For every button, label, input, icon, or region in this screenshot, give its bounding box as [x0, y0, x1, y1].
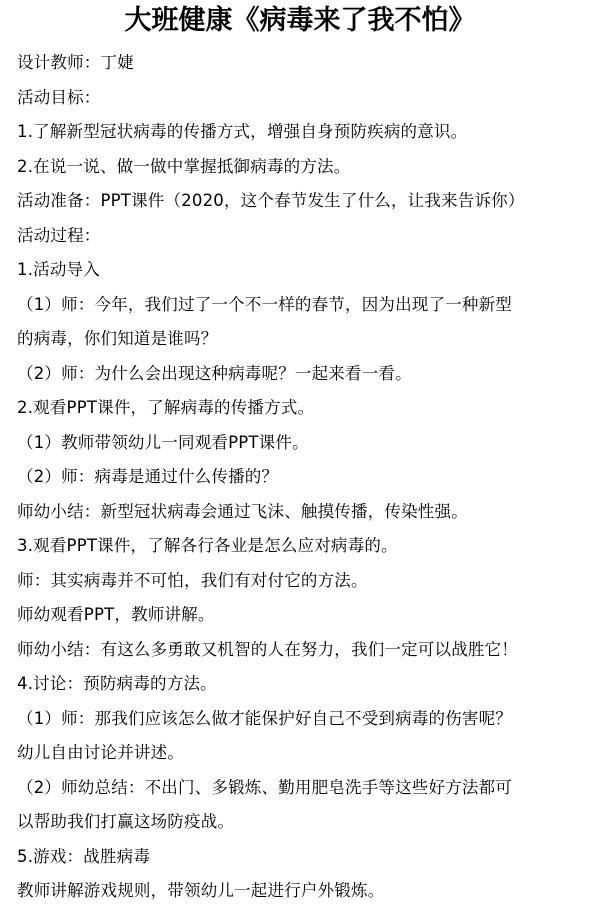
step-1-heading: 1.活动导入 [17, 260, 100, 279]
step-2-item-2: （2）师：病毒是通过什么传播的？ [17, 467, 279, 486]
document-title: 大班健康《病毒来了我不怕》 [124, 5, 476, 36]
step-2-item-1: （1）教师带领幼儿一同观看PPT课件。 [17, 432, 309, 452]
document-body [17, 46, 597, 909]
step-1-item-1-cont: 的病毒，你们知道是谁吗？ [17, 329, 218, 348]
step-3-line-2: 师幼观看PPT，教师讲解。 [17, 605, 215, 624]
step-1-item-1: （1）师：今年，我们过了一个不一样的春节，因为出现了一种新型 [17, 294, 512, 314]
step-3-heading: 3.观看PPT课件，了解各行各业是怎么应对病毒的。 [17, 536, 398, 555]
goal-item-1: 1.了解新型冠状病毒的传播方式，增强自身预防疾病的意识。 [17, 122, 468, 141]
step-2-heading: 2.观看PPT课件，了解病毒的传播方式。 [17, 398, 315, 417]
step-4-item-2-cont: 以帮助我们打赢这场防疫战。 [17, 812, 235, 831]
step-4-item-2: （2）师幼总结：不出门、多锻炼、勤用肥皂洗手等这些好方法都可 [17, 777, 512, 797]
step-5-heading: 5.游戏：战胜病毒 [17, 846, 151, 866]
step-4-item-1: （1）师：那我们应该怎么做才能保护好自己不受到病毒的伤害呢？ [17, 708, 512, 728]
step-3-summary: 师幼小结：有这么多勇敢又机智的人在努力，我们一定可以战胜它！ [17, 639, 518, 659]
step-3-line-1: 师：其实病毒并不可怕，我们有对付它的方法。 [17, 570, 368, 590]
step-4-line: 幼儿自由讨论并讲述。 [17, 743, 184, 762]
designer-line: 设计教师：丁婕 [17, 53, 134, 72]
goals-heading: 活动目标： [17, 87, 101, 107]
step-2-summary: 师幼小结：新型冠状病毒会通过飞沫、触摸传播，传染性强。 [17, 501, 468, 521]
goal-item-2: 2.在说一说、做一做中掌握抵御病毒的方法。 [17, 156, 351, 176]
step-4-heading: 4.讨论：预防病毒的方法。 [17, 674, 217, 693]
process-heading: 活动过程： [17, 225, 101, 245]
preparation-line: 活动准备：PPT课件（2020，这个春节发生了什么，让我来告诉你） [17, 191, 525, 210]
step-5-line: 教师讲解游戏规则，带领幼儿一起进行户外锻炼。 [17, 881, 385, 900]
step-1-item-2: （2）师：为什么会出现这种病毒呢？一起来看一看。 [17, 363, 412, 383]
